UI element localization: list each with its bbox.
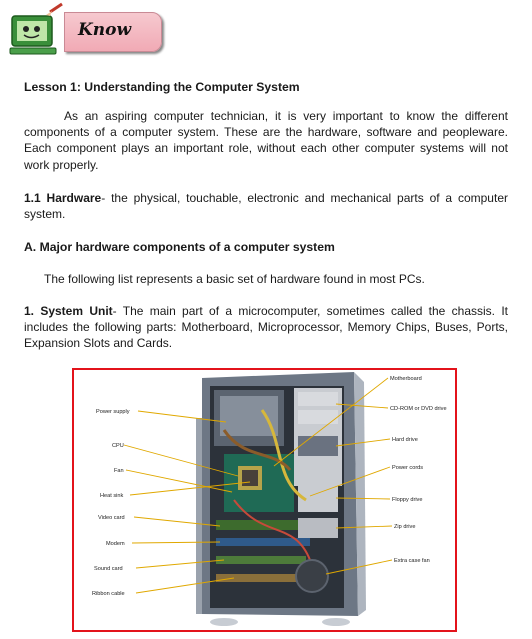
label-sound-card: Sound card <box>94 566 123 572</box>
label-cd-rom: CD-ROM or DVD drive <box>390 406 447 412</box>
label-power-cords: Power cords <box>392 465 424 471</box>
computer-mascot-icon <box>6 2 72 58</box>
know-header <box>6 2 166 60</box>
lesson-title: Lesson 1: Understanding the Computer System <box>24 80 300 94</box>
label-floppy-drive: Floppy drive <box>392 497 423 503</box>
list-intro: The following list represents a basic set of hardware found in most PCs. <box>44 272 425 286</box>
intro-paragraph: As an aspiring computer technician, it is very important to know the different components of a computer system. These are the hardware, software and peopleware. Each component plays an important role, without each other computer systems will not work properly. <box>24 109 508 172</box>
label-power-supply: Power supply <box>96 409 130 415</box>
label-extra-case-fan: Extra case fan <box>394 558 430 564</box>
hardware-definition <box>24 190 508 222</box>
label-fan: Fan <box>114 468 124 474</box>
label-heat-sink: Heat sink <box>100 493 124 499</box>
system-unit-term: 1. System Unit <box>24 304 113 318</box>
know-badge-label: Know <box>78 20 132 40</box>
label-zip-drive: Zip drive <box>394 524 416 530</box>
label-cpu: CPU <box>112 443 124 449</box>
system-unit-description: - The main part of a microcomputer, sometimes called the chassis. It includes the following parts: Motherboard, Microprocessor, Memory Chips, Buses, Ports, Expansion Slots and Cards. <box>24 304 508 351</box>
system-unit-figure <box>72 368 457 632</box>
hardware-term: 1.1 Hardware <box>24 191 102 205</box>
hardware-description: - the physical, touchable, electronic and mechanical parts of a computer system. <box>24 191 508 222</box>
system-unit-photo <box>74 370 455 630</box>
label-modem: Modem <box>106 541 125 547</box>
label-hard-drive: Hard drive <box>392 437 418 443</box>
label-ribbon-cable: Ribbon cable <box>92 591 125 597</box>
label-video-card: Video card <box>98 515 125 521</box>
section-heading: A. Major hardware components of a computer system <box>24 240 335 254</box>
system-unit-definition <box>24 303 508 352</box>
label-motherboard: Motherboard <box>390 376 422 382</box>
